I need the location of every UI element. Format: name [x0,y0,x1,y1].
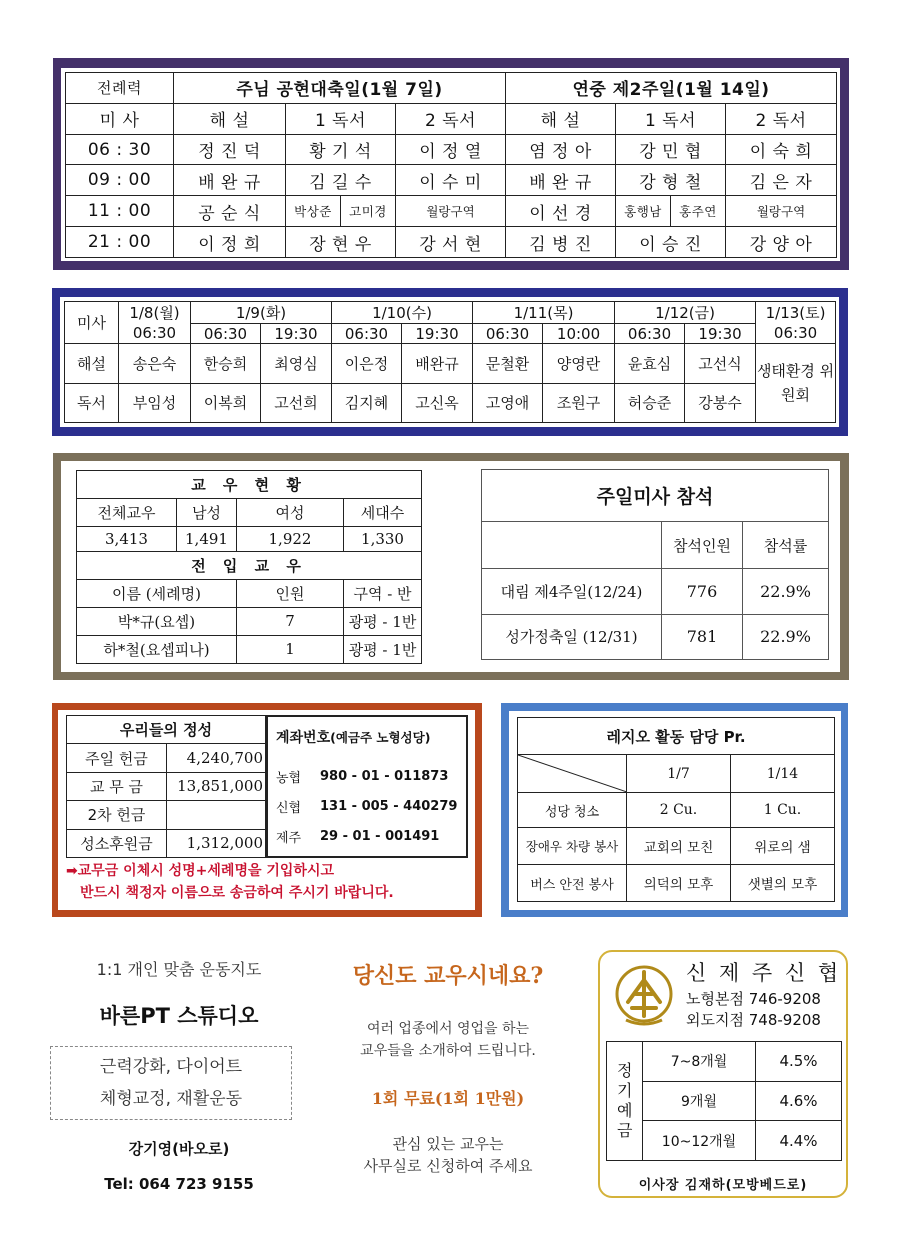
day-header: 1/10(수) [332,302,473,324]
female-count: 1,922 [237,527,344,551]
advert-trainer: 강기영(바오로) [128,1140,230,1158]
term-cell: 9개월 [643,1081,756,1121]
liturgy-label: 전례력 [66,73,174,104]
table-cell: 주일 헌금 [67,744,167,772]
rate-cell: 4.5% [756,1042,842,1082]
table-cell: 1,312,000 [167,829,266,857]
table-cell: 고미경 [349,204,387,220]
table-row [66,165,837,196]
table-cell: 강 민 협 [616,134,726,165]
promo-price: 1회 무료(1회 1만원) [371,1089,525,1108]
table-row [67,801,266,829]
table-cell: 황 기 석 [286,134,396,165]
credit-union-logo-icon [614,964,674,1028]
table-cell: 2차 헌금 [67,801,167,829]
promo-cta-line: 관심 있는 교우는 [392,1135,504,1153]
advert-service-line: 체형교정, 재활운동 [99,1089,243,1109]
table-cell: 부임성 [119,383,191,423]
table-cell: 박상준 [286,196,341,226]
col-header: 세대수 [344,499,422,527]
chairman: 이사장 김재하(모방베드로) [638,1178,808,1193]
table-cell: 고영애 [473,383,543,423]
table-cell: 고선식 [685,344,756,384]
bank-name: 신협 [276,800,302,816]
weekday-roster-frame [52,288,848,436]
table-cell: 교회의 모친 [627,828,731,865]
table-row [518,828,835,865]
sunday-roster-frame [53,58,849,270]
sunday1-title: 주님 공현대축일(1월 7일) [174,73,506,104]
time-cell: 19:30 [402,324,473,344]
table-cell: 송은숙 [119,344,191,384]
table-cell: 한승희 [191,344,261,384]
day-header: 1/9(화) [191,302,332,324]
table-cell: 정 진 덕 [174,134,286,165]
table-cell: 이은정 [332,344,402,384]
table-cell: 이 숙 희 [726,134,837,165]
account-heading [276,727,466,747]
split-cell [286,196,396,227]
col-header: 여성 [237,499,344,527]
table-cell: 고신옥 [402,383,473,423]
table-cell: 강 양 아 [726,227,837,258]
table-cell: 776 [662,569,743,615]
table-cell: 김 은 자 [726,165,837,196]
legio-frame [501,703,848,917]
table-cell: 의덕의 모후 [627,865,731,902]
sunday-roster-panel [61,68,840,261]
table-cell: 2 Cu. [627,793,731,828]
table-cell: 고선희 [261,383,332,423]
table-cell: 염 정 아 [506,134,616,165]
split-cell [616,196,726,227]
time-cell: 19:30 [261,324,332,344]
total-count: 3,413 [77,527,177,551]
term-cell: 10~12개월 [643,1121,756,1161]
parishioner-table [76,470,422,664]
table-cell: 강 서 현 [396,227,506,258]
statistics-panel [61,461,840,672]
day-header: 1/8(월) [119,302,191,324]
table-cell: 월랑구역 [726,196,837,227]
col-header: 1/14 [731,755,835,793]
branch-line: 노형본점 746-9208 [686,990,821,1008]
bank-name: 농협 [276,770,302,786]
mass-label: 미 사 [66,103,174,134]
pt-studio-advert [50,955,308,1195]
table-cell: 조원구 [543,383,615,423]
col-header: 1 독서 [286,103,396,134]
table-cell: 배 완 규 [506,165,616,196]
account-number: 131 - 005 - 440279 [320,798,458,814]
diagonal-line [518,755,627,792]
table-cell: 성당 청소 [518,793,627,828]
table-cell: 배 완 규 [174,165,286,196]
transfer-title: 전 입 교 우 [77,551,422,579]
male-count: 1,491 [177,527,237,551]
col-header: 구역 - 반 [344,579,422,607]
table-cell: 대림 제4주일(12/24) [482,569,662,615]
table-row [482,569,829,615]
table-cell: 최영심 [261,344,332,384]
promo-desc-line: 교우들을 소개하여 드립니다. [360,1043,536,1059]
table-cell: 이 정 희 [174,227,286,258]
table-cell: 광평 - 1반 [344,607,422,635]
table-row [66,196,837,227]
offerings-table [66,715,266,858]
table-cell: 윤효심 [615,344,685,384]
account-number: 29 - 01 - 001491 [320,828,440,844]
table-cell: 22.9% [743,614,829,660]
table-row [518,865,835,902]
col-header: 인원 [237,579,344,607]
attendance-table [481,469,829,660]
legio-panel [509,711,841,910]
time-cell: 06:30 [119,324,191,344]
household-count: 1,330 [344,527,422,551]
col-header: 전체교우 [77,499,177,527]
table-cell: 781 [662,614,743,660]
table-cell: 배완규 [402,344,473,384]
table-cell: 이 선 경 [506,196,616,227]
time-cell: 06:30 [191,324,261,344]
table-row [66,227,837,258]
table-cell: 김 길 수 [286,165,396,196]
table-cell: 장 현 우 [286,227,396,258]
offerings-frame [52,703,482,917]
table-cell: 문철환 [473,344,543,384]
table-cell: 월랑구역 [396,196,506,227]
advert-name: 바른PT 스튜디오 [99,1004,259,1028]
mass-label: 미사 [65,302,119,344]
table-cell: 하*철(요셉피나) [77,635,237,663]
day-header: 1/11(목) [473,302,615,324]
transfer-notice [66,860,476,904]
table-cell: 광평 - 1반 [344,635,422,663]
term-cell: 7~8개월 [643,1042,756,1082]
rate-cell: 4.6% [756,1081,842,1121]
advert-services [50,1046,292,1120]
sunday2-title: 연중 제2주일(1월 14일) [506,73,837,104]
table-cell: 이 정 열 [396,134,506,165]
credit-union-name: 신 제 주 신 협 [686,961,842,985]
sunday-roster-table [65,72,837,258]
time-cell: 06:30 [332,324,402,344]
notice-line: ➡교무금 이체시 성명+세례명을 기입하시고 [66,863,334,879]
table-cell: 13,851,000 [167,772,266,800]
table-cell: 강 형 철 [616,165,726,196]
table-cell: 7 [237,607,344,635]
promo-desc-line: 여러 업종에서 영업을 하는 [366,1021,530,1037]
list-item [276,761,457,791]
table-cell: 위로의 샘 [731,828,835,865]
statistics-frame [53,453,849,680]
branch-line: 외도지점 748-9208 [686,1011,821,1029]
saturday-group: 생태환경 위원회 [756,344,836,423]
col-header: 2 독서 [726,103,837,134]
col-header: 참석인원 [662,522,743,569]
offerings-panel [58,710,475,910]
offerings-title: 우리들의 정성 [67,716,266,744]
account-holder: (예금주 노형성당) [330,730,431,745]
table-row [67,829,266,857]
promo-cta [318,1133,578,1177]
commentary-label: 해설 [65,344,119,384]
weekday-roster-panel [60,297,839,427]
table-cell: 김지혜 [332,383,402,423]
deposit-label: 정기예금 [607,1042,643,1161]
time-cell: 06:30 [615,324,685,344]
mass-time: 11 : 00 [66,196,174,227]
mass-time: 06 : 30 [66,134,174,165]
table-cell: 버스 안전 봉사 [518,865,627,902]
table-row [77,635,422,663]
notice-line: 반드시 책정자 이름으로 송금하여 주시기 바랍니다. [80,885,394,901]
account-box [266,715,468,858]
col-header: 2 독서 [396,103,506,134]
table-cell [167,801,266,829]
advert-service-line: 근력강화, 다이어트 [99,1057,243,1077]
mass-time: 21 : 00 [66,227,174,258]
legio-table [517,717,835,902]
reading-label: 독서 [65,383,119,423]
table-cell: 4,240,700 [167,744,266,772]
time-cell: 06:30 [756,324,836,344]
table-cell: 허승준 [615,383,685,423]
day-header: 1/13(토) [756,302,836,324]
list-item [276,791,457,821]
col-header: 해 설 [506,103,616,134]
credit-union-box [598,950,848,1198]
col-header: 해 설 [174,103,286,134]
table-cell: 22.9% [743,569,829,615]
table-cell: 강봉수 [685,383,756,423]
account-number: 980 - 01 - 011873 [320,768,449,784]
promo-cta-line: 사무실로 신청하여 주세요 [363,1157,533,1175]
table-cell: 장애우 차량 봉사 [518,828,627,865]
weekday-roster-table [64,301,836,423]
list-item [276,821,457,851]
parishioner-title: 교 우 현 황 [77,471,422,499]
time-cell: 19:30 [685,324,756,344]
account-list [276,761,457,851]
col-header: 남성 [177,499,237,527]
col-header: 1/7 [627,755,731,793]
account-title: 계좌번호 [276,730,331,746]
deposit-rate-table [606,1041,842,1161]
table-row [66,134,837,165]
advert-tagline: 1:1 개인 맞춤 운동지도 [96,960,262,979]
advert-tel: Tel: 064 723 9155 [104,1175,254,1193]
table-cell: 양영란 [543,344,615,384]
promo-headline: 당신도 교우시네요? [352,963,544,989]
table-cell: 성소후원금 [67,829,167,857]
table-cell: 샛별의 모후 [731,865,835,902]
promo-block [318,955,578,1195]
promo-desc [318,1018,578,1062]
table-row [77,607,422,635]
mass-time: 09 : 00 [66,165,174,196]
bank-name: 제주 [276,830,302,846]
table-row [518,793,835,828]
table-row [482,614,829,660]
table-cell: 홍주연 [679,204,717,220]
time-cell: 10:00 [543,324,615,344]
table-cell: 이 수 미 [396,165,506,196]
table-cell: 교 무 금 [67,772,167,800]
diagonal-cell [518,755,627,793]
table-cell: 이 승 진 [616,227,726,258]
empty-cell [482,522,662,569]
table-cell: 홍행남 [616,196,671,226]
day-header: 1/12(금) [615,302,756,324]
table-row [67,772,266,800]
col-header: 1 독서 [616,103,726,134]
attendance-title: 주일미사 참석 [482,470,829,522]
table-cell: 성가정축일 (12/31) [482,614,662,660]
rate-cell: 4.4% [756,1121,842,1161]
col-header: 참석률 [743,522,829,569]
table-cell: 1 Cu. [731,793,835,828]
col-header: 이름 (세례명) [77,579,237,607]
table-cell: 박*규(요셉) [77,607,237,635]
table-cell: 공 순 식 [174,196,286,227]
legio-title: 레지오 활동 담당 Pr. [518,718,835,755]
table-cell: 1 [237,635,344,663]
time-cell: 06:30 [473,324,543,344]
table-cell: 김 병 진 [506,227,616,258]
table-row [67,744,266,772]
table-cell: 이복희 [191,383,261,423]
